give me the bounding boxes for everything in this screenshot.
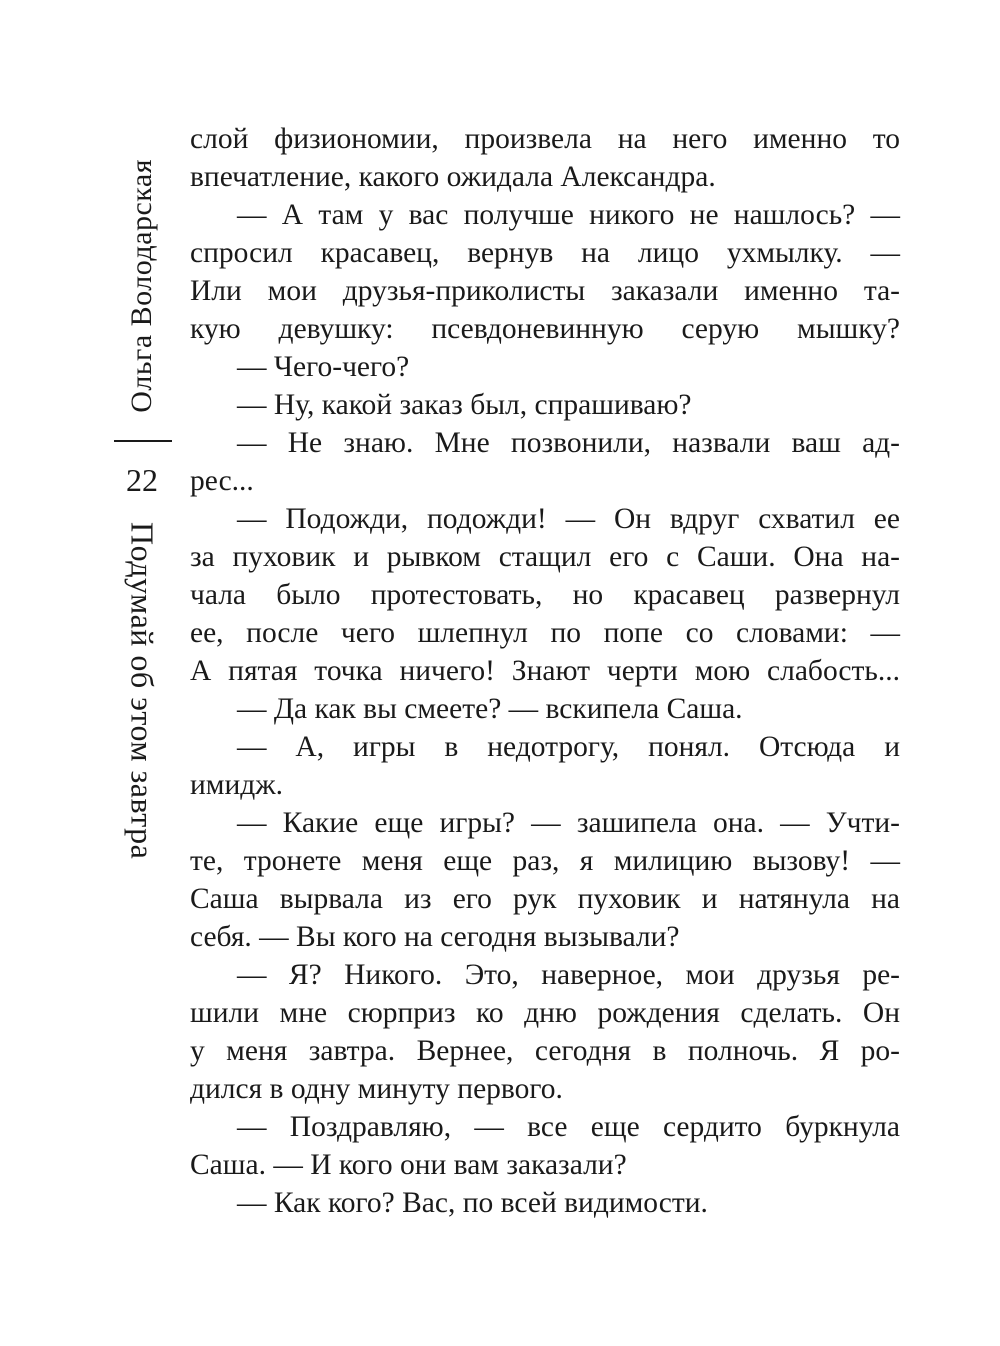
text-line: имидж. xyxy=(190,769,284,801)
text-line: Или мои друзья-приколисты заказали именно та- xyxy=(190,275,900,307)
text-line: — Поздравляю, — все еще сердито буркнула xyxy=(237,1111,900,1143)
page-number: 22 xyxy=(126,462,158,498)
text-line: те, тронете меня еще раз, я милицию вызову! — xyxy=(190,845,900,877)
text-line: — Подожди, подожди! — Он вдруг схватил ее xyxy=(237,503,900,535)
text-line: у меня завтра. Вернее, сегодня в полночь. Я ро- xyxy=(190,1035,900,1067)
author-name: Ольга Володарская xyxy=(125,159,158,413)
text-line: дился в одну минуту первого. xyxy=(190,1073,563,1105)
text-line: впечатление, какого ожидала Александра. xyxy=(190,161,716,193)
running-header xyxy=(112,150,172,870)
text-line: А пятая точка ничего! Знают черти мою слабость... xyxy=(190,655,900,687)
text-line: ее, после чего шлепнул по попе со словами: — xyxy=(190,617,900,649)
body-text xyxy=(190,120,900,1222)
text-line: рес... xyxy=(190,465,254,497)
text-line: Саша вырвала из его рук пуховик и натянула на xyxy=(190,883,900,915)
text-line: — Чего-чего? xyxy=(237,351,410,383)
text-line: чала было протестовать, но красавец развернул xyxy=(190,579,900,611)
text-line: — Да как вы смеете? — вскипела Саша. xyxy=(237,693,743,725)
running-header-author xyxy=(112,150,172,422)
text-line: — Какие еще игры? — зашипела она. — Учти- xyxy=(237,807,900,839)
text-line: слой физиономии, произвела на него именно то xyxy=(190,123,900,155)
text-line: — Я? Никого. Это, наверное, мои друзья ре- xyxy=(237,959,900,991)
text-line: себя. — Вы кого на сегодня вызывали? xyxy=(190,921,680,953)
header-divider xyxy=(114,440,172,442)
text-line: за пуховик и рывком стащил его с Саши. Она на- xyxy=(190,541,900,573)
text-line: — Не знаю. Мне позвонили, назвали ваш ад- xyxy=(237,427,900,459)
running-header-title xyxy=(112,522,172,1002)
text-line: Саша. — И кого они вам заказали? xyxy=(190,1149,627,1181)
text-line: спросил красавец, вернув на лицо ухмылку. — xyxy=(190,237,900,269)
text-line: — Как кого? Вас, по всей видимости. xyxy=(237,1187,708,1219)
book-title: Подумай об этом завтра xyxy=(124,522,161,860)
text-line: кую девушку: псевдоневинную серую мышку? xyxy=(190,313,900,345)
text-line: шили мне сюрприз ко дню рождения сделать. Он xyxy=(190,997,900,1029)
text-line: — А, игры в недотрогу, понял. Отсюда и xyxy=(237,731,900,763)
text-line: — А там у вас получше никого не нашлось? — xyxy=(237,199,900,231)
text-line: — Ну, какой заказ был, спрашиваю? xyxy=(237,389,692,421)
